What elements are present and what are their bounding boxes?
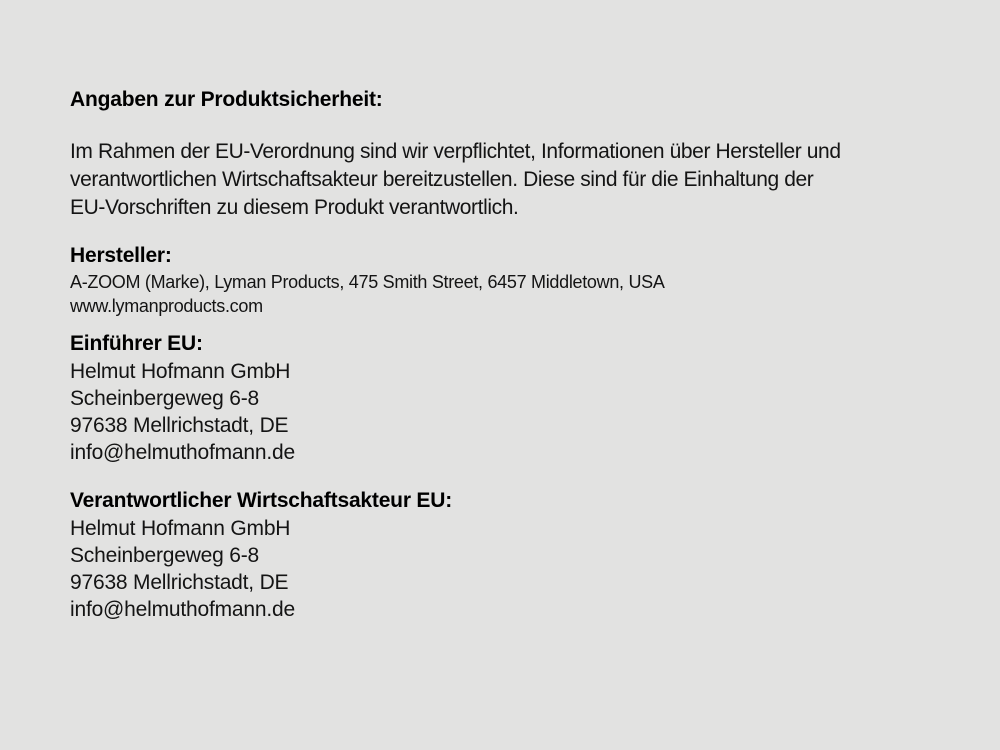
responsible-email: info@helmuthofmann.de <box>70 598 295 621</box>
intro-paragraph <box>70 138 1000 222</box>
responsible-actor-heading: Verantwortlicher Wirtschaftsakteur EU: <box>70 489 452 512</box>
manufacturer-heading: Hersteller: <box>70 244 172 267</box>
importer-section <box>70 330 1000 466</box>
importer-heading: Einführer EU: <box>70 332 203 355</box>
importer-city: 97638 Mellrichstadt, DE <box>70 414 289 437</box>
manufacturer-address: A-ZOOM (Marke), Lyman Products, 475 Smith Street, 6457 Middletown, USA <box>70 272 665 292</box>
manufacturer-section <box>70 242 1000 318</box>
responsible-actor-address <box>70 515 1000 623</box>
responsible-actor-section <box>70 487 1000 623</box>
manufacturer-website: www.lymanproducts.com <box>70 296 263 316</box>
page-title: Angaben zur Produktsicherheit: <box>70 88 383 111</box>
importer-address <box>70 358 1000 466</box>
intro-line-3: EU-Vorschriften zu diesem Produkt verantwortlich. <box>70 196 519 219</box>
responsible-company: Helmut Hofmann GmbH <box>70 517 291 540</box>
responsible-street: Scheinbergeweg 6-8 <box>70 544 260 567</box>
importer-email: info@helmuthofmann.de <box>70 441 295 464</box>
importer-company: Helmut Hofmann GmbH <box>70 360 291 383</box>
intro-line-1: Im Rahmen der EU-Verordnung sind wir verpflichtet, Informationen über Hersteller und <box>70 140 841 163</box>
manufacturer-details <box>70 270 1000 318</box>
importer-street: Scheinbergeweg 6-8 <box>70 387 260 410</box>
responsible-city: 97638 Mellrichstadt, DE <box>70 571 289 594</box>
intro-line-2: verantwortlichen Wirtschaftsakteur bereitzustellen. Diese sind für die Einhaltung der <box>70 168 814 191</box>
